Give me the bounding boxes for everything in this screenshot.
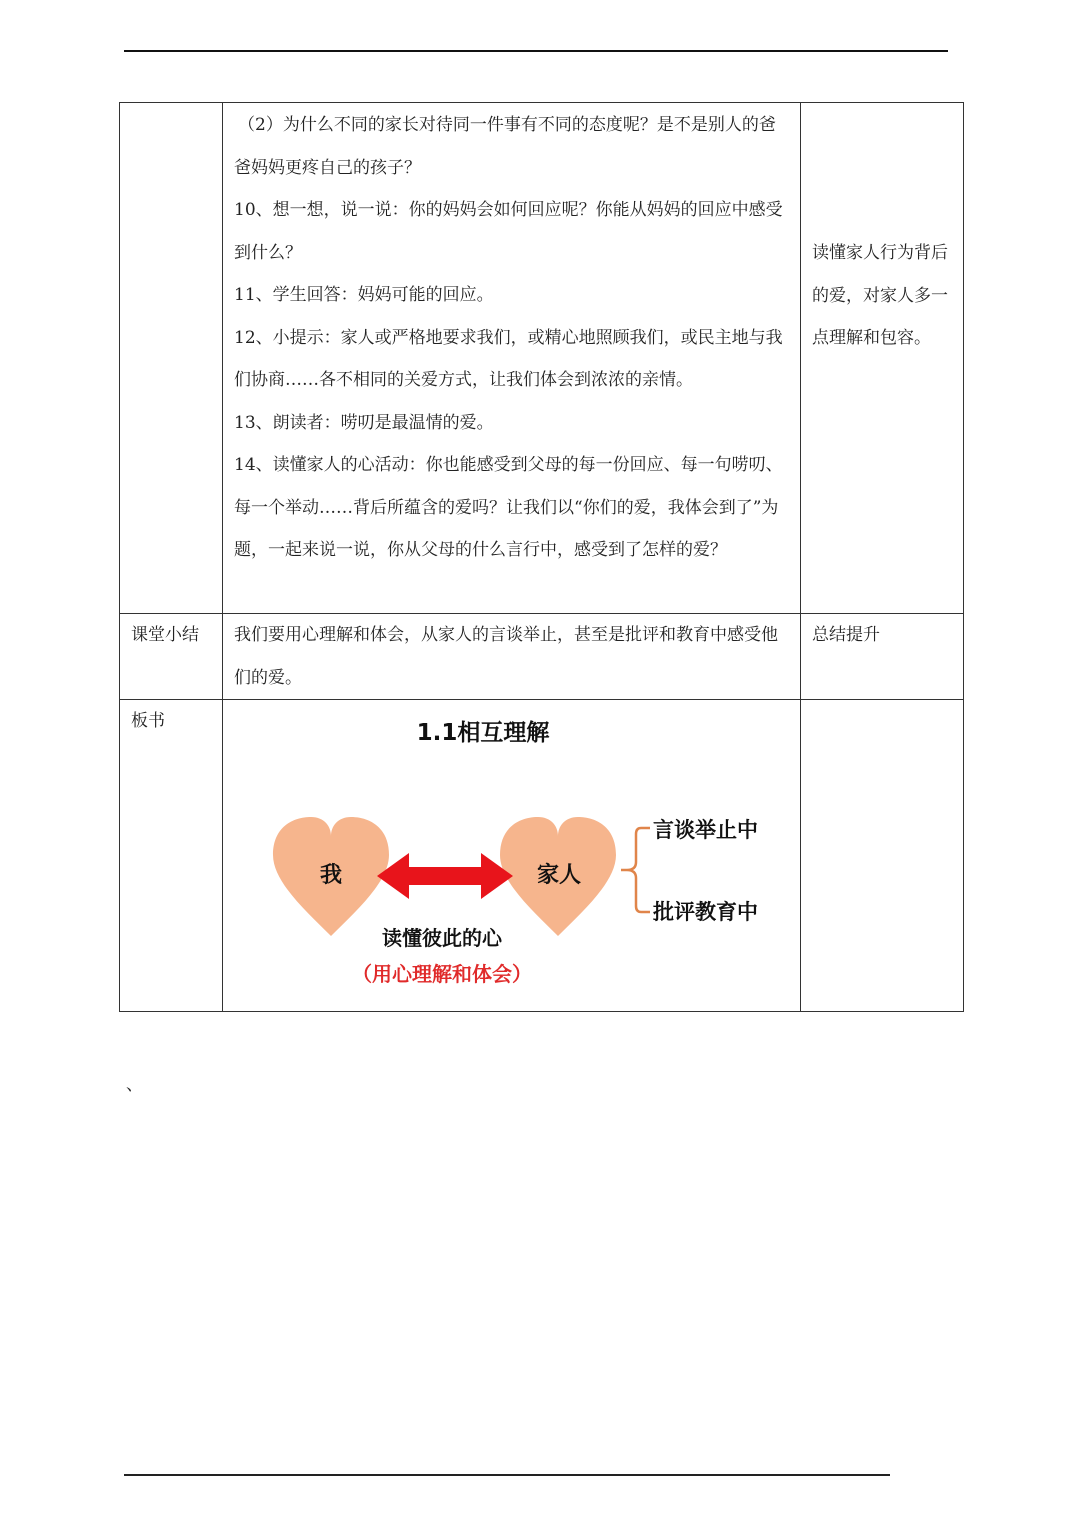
board-label: 板书: [131, 711, 165, 731]
board-svg: [223, 700, 800, 1011]
summary-intent-cell: [801, 614, 964, 700]
activity-line-11: 11、学生回答：妈妈可能的回应。: [234, 285, 494, 305]
right-heart-label: 家人: [536, 862, 582, 888]
left-heart-label: 我: [319, 862, 343, 888]
activity-line-14: 14、读懂家人的心活动：你也能感受到父母的每一份回应、每一句唠叨、每一个举动……背后所蕴含的爱吗？让我们以“你们的爱，我体会到了”为题，一起来说一说，你从父母的什么言行中，感受到了怎样的爱？: [234, 455, 783, 560]
row1-label-cell: [120, 103, 223, 614]
table-row: [120, 700, 964, 1012]
summary-intent: 总结提升: [812, 625, 880, 645]
activity-line-12: 12、小提示：家人或严格地要求我们，或精心地照顾我们，或民主地与我们协商……各不相同的关爱方式，让我们体会到浓浓的亲情。: [234, 327, 783, 390]
table-row: [120, 103, 964, 614]
activity-line-2: （2）为什么不同的家长对待同一件事有不同的态度呢？是不是别人的爸爸妈妈更疼自己的孩子？: [234, 115, 776, 178]
board-label-cell: [120, 700, 223, 1012]
summary-label-cell: [120, 614, 223, 700]
row1-activity-cell: [223, 103, 801, 614]
lesson-plan-table: [119, 102, 964, 1012]
board-intent-cell: [801, 700, 964, 1012]
summary-content-cell: [223, 614, 801, 700]
header-rule: [124, 50, 948, 52]
footer-rule: [124, 1474, 890, 1476]
row1-intent-cell: [801, 103, 964, 614]
summary-label: 课堂小结: [131, 625, 199, 645]
table-row: [120, 614, 964, 700]
blackboard-diagram: [223, 700, 800, 1011]
activity-line-10: 10、想一想，说一说：你的妈妈会如何回应呢？你能从妈妈的回应中感受到什么？: [234, 200, 783, 263]
summary-content: 我们要用心理解和体会，从家人的言谈举止，甚至是批评和教育中感受他们的爱。: [234, 625, 778, 688]
board-caption: 读懂彼此的心: [382, 926, 502, 950]
design-intent-text: 读懂家人行为背后的爱，对家人多一点理解和包容。: [812, 243, 948, 348]
board-caption-sub: （用心理解和体会）: [352, 962, 532, 986]
board-cell: [223, 700, 801, 1012]
branch-bracket: [621, 828, 650, 912]
branch-top-label: 言谈举止中: [653, 817, 758, 842]
branch-bottom-label: 批评教育中: [653, 899, 758, 924]
activity-line-13: 13、朗读者：唠叨是最温情的爱。: [234, 412, 494, 433]
double-arrow: [377, 853, 513, 899]
board-title: 1.1相互理解: [416, 720, 550, 746]
stray-punctuation: 、: [126, 1075, 143, 1095]
